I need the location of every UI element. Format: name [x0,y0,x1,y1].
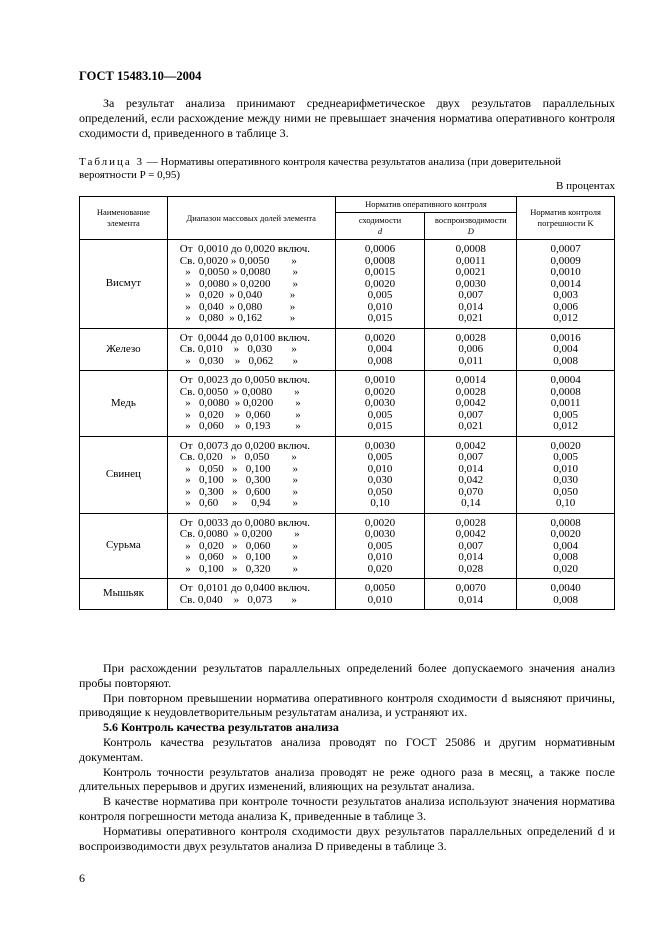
cell-line: 0,007 [458,289,484,301]
cell-line: » 0,020 » 0,040 » [179,289,296,301]
cell-line: 0,005 [367,408,393,421]
paragraph-causes: При повторном превышении норматива оперативного контроля сходимости d выясняют причины, приводящие к неудовлетворительным результатам анализа, и устраняют их. [79,690,615,720]
cell-line: 0,010 [367,593,393,606]
cell-line: 0,0020 [550,528,581,540]
cell-line: » 0,0080 » 0,0200 » [179,277,299,290]
cell-line: 0,012 [553,420,578,432]
error-norm-cell [517,579,615,610]
range-cell [167,436,335,513]
table-row [80,513,615,579]
table-row-group [80,579,615,610]
error-norm-cell [517,513,615,579]
cell-line: 0,050 [553,485,578,498]
cell-line: 0,010 [553,462,578,475]
cell-line: 0,0042 [455,528,486,540]
cell-line: 0,0028 [455,385,486,398]
cell-line: От 0,0010 до 0,0020 включ. [179,243,311,255]
cell-line: 0,015 [367,312,393,324]
table-caption-label: Таблица 3 [79,156,145,168]
cell-line: » 0,060 » 0,193 » [179,420,301,432]
cell-line: 0,0030 [364,439,396,452]
cell-line: 0,0004 [550,374,581,386]
cell-line: » 0,60 » 0,94 » [179,497,299,509]
header-element: Наименование элемента [80,197,168,240]
cell-line: 0,0030 [364,397,396,409]
cell-line: 0,0030 [455,277,486,290]
element-cell: Медь [80,371,168,437]
header-reproducibility: воспроизводимости D [425,213,517,240]
cell-line: » 0,080 » 0,162 » [179,312,296,324]
paragraph-repeat: При расхождении результатов параллельных определений более допускаемого значения анализ пробы повторяют. [79,661,615,690]
cell-line: 0,012 [553,312,578,324]
cell-line: 0,030 [553,474,578,486]
cell-line: 0,0006 [364,243,396,255]
element-cell: Сурьма [80,513,168,579]
cell-line: 0,004 [367,343,393,355]
table-row [80,328,615,371]
table-row [80,371,615,437]
cell-line: 0,0011 [550,397,581,409]
cell-line: 0,0014 [455,374,486,386]
table-row-group [80,436,615,513]
cell-line: 0,010 [367,300,393,313]
cell-line: 0,10 [556,497,576,509]
reproducibility-cell [425,240,517,329]
cell-line: » 0,020 » 0,060 » [179,408,301,421]
cell-line: 0,005 [553,408,578,421]
after-text [79,661,615,853]
cell-line: 0,0028 [455,516,486,529]
cell-line: 0,10 [370,497,390,509]
cell-line: » 0,020 » 0,060 » [179,539,299,552]
table-row [80,240,615,329]
cell-line: » 0,050 » 0,100 » [179,462,299,475]
cell-line: » 0,100 » 0,300 » [179,474,299,486]
cell-line: 0,0020 [364,331,396,344]
table-row-group [80,328,615,371]
cell-line: 0,010 [367,462,393,475]
document-header: ГОСТ 15483.10—2004 [79,69,202,83]
convergence-cell [335,513,425,579]
cell-line: 0,0028 [455,331,486,344]
element-cell: Висмут [80,240,168,329]
cell-line: 0,0015 [364,266,396,278]
error-norm-cell [517,240,615,329]
cell-line: 0,020 [367,562,393,575]
cell-line: 0,0021 [455,266,486,278]
reproducibility-cell [425,513,517,579]
table-caption-text: — Нормативы оперативного контроля качества результатов анализа (при доверительной вероятности P = 0,95) [79,156,562,181]
paragraph-quality: Контроль качества результатов анализа проводят по ГОСТ 25086 и другим нормативным документам. [79,734,615,764]
cell-line: 0,0070 [455,582,486,594]
table-row-group [80,240,615,329]
element-cell: Свинец [80,436,168,513]
cell-line: 0,005 [367,539,393,552]
error-norm-cell [517,328,615,371]
cell-line: 0,008 [553,593,578,606]
cell-line: 0,0008 [550,516,581,529]
cell-line: 0,008 [367,354,393,367]
cell-line: 0,0020 [364,516,396,529]
cell-line: 0,0008 [550,385,581,398]
cell-line: Св. 0,020 » 0,050 » [179,451,297,463]
cell-line: 0,0010 [364,374,396,386]
cell-line: » 0,0050 » 0,0080 » [179,266,299,278]
range-cell [167,371,335,437]
cell-line: 0,005 [367,289,393,301]
units-label: В процентах [556,180,615,192]
norms-table [79,196,615,610]
cell-line: 0,0040 [550,582,581,594]
cell-line: 0,0008 [364,254,396,267]
header-error-norm: Норматив контроля погрешности K [517,197,615,240]
cell-line: 0,015 [367,420,393,432]
cell-line: 0,007 [458,539,484,552]
error-norm-cell [517,436,615,513]
cell-line: 0,0010 [550,266,581,278]
reproducibility-cell [425,436,517,513]
convergence-cell [335,579,425,610]
cell-line: 0,014 [458,300,484,313]
cell-line: 0,008 [553,354,578,367]
convergence-cell [335,371,425,437]
cell-line: 0,0011 [455,254,486,267]
table-caption [79,156,615,182]
table-head [80,197,615,240]
cell-line: 0,021 [458,312,484,324]
error-norm-cell [517,371,615,437]
header-operative: Норматив оперативного контроля [335,197,517,213]
intro-text: За результат анализа принимают среднеарифметическое двух результатов параллельных определений, если расхождение между ними не превышает значения норматива оперативного контроля сходимости d, приведенного в таблице 3. [79,96,615,140]
cell-line: 0,008 [553,551,578,563]
element-cell: Мышьяк [80,579,168,610]
cell-line: » 0,0080 » 0,0200 » [179,397,301,409]
cell-line: 0,014 [458,551,484,563]
cell-line: 0,0020 [364,385,396,398]
cell-line: 0,0007 [550,243,581,255]
cell-line: 0,0042 [455,439,486,452]
cell-line: » 0,060 » 0,100 » [179,551,299,563]
cell-line: Св. 0,0050 » 0,0080 » [179,385,300,398]
table-row-group [80,371,615,437]
header-range: Диапазон массовых долей элемента [167,197,335,240]
cell-line: 0,0020 [364,277,396,290]
cell-line: 0,050 [367,485,393,498]
cell-line: От 0,0073 до 0,0200 включ. [179,439,311,452]
range-cell [167,240,335,329]
cell-line: » 0,300 » 0,600 » [179,485,299,498]
cell-line: От 0,0101 до 0,0400 включ. [179,582,311,594]
table-row-group [80,513,615,579]
cell-line: 0,021 [458,420,484,432]
cell-line: 0,028 [458,562,484,575]
cell-line: 0,004 [553,343,578,355]
paragraph-accuracy: Контроль точности результатов анализа проводят не реже одного раза в месяц, а также после длительных перерывов и других изменений, влияющих на результат анализа. [79,764,615,794]
cell-line: 0,0030 [364,528,396,540]
cell-line: 0,005 [553,451,578,463]
cell-line: Св. 0,010 » 0,030 » [179,343,297,355]
cell-line: От 0,0023 до 0,0050 включ. [179,374,311,386]
cell-line: 0,0008 [455,243,486,255]
section-title: 5.6 Контроль качества результатов анализа [103,720,339,735]
cell-line: 0,0020 [550,439,581,452]
cell-line: 0,006 [553,300,578,313]
cell-line: 0,014 [458,462,484,475]
intro-paragraph [79,96,615,140]
convergence-cell [335,240,425,329]
cell-line: 0,020 [553,562,578,575]
cell-line: » 0,100 » 0,320 » [179,562,299,575]
cell-line: 0,014 [458,593,484,606]
cell-line: 0,005 [367,451,393,463]
cell-line: От 0,0033 до 0,0080 включ. [179,516,311,529]
cell-line: 0,0014 [550,277,581,290]
cell-line: 0,14 [461,497,481,509]
cell-line: 0,0016 [550,331,581,344]
paragraph-norm: В качестве норматива при контроле точности результатов анализа используют значения норматива контроля погрешности метода анализа K, приведенные в таблице 3. [79,794,615,823]
cell-line: 0,0009 [550,254,581,267]
cell-line: 0,003 [553,289,578,301]
cell-line: 0,006 [458,343,484,355]
cell-line: 0,011 [458,354,483,367]
cell-line: » 0,040 » 0,080 » [179,300,296,313]
reproducibility-cell [425,579,517,610]
element-cell: Железо [80,328,168,371]
cell-line: Св. 0,0020 » 0,0050 » [179,254,297,267]
reproducibility-cell [425,371,517,437]
paragraph-normatives: Нормативы оперативного контроля сходимости двух результатов параллельных определений d и воспроизводимости двух результатов анализа D приведены в таблице 3. [79,823,615,853]
header-convergence: сходимости d [335,213,425,240]
cell-line: От 0,0044 до 0,0100 включ. [179,331,311,344]
cell-line: 0,004 [553,539,578,552]
cell-line: 0,007 [458,451,484,463]
cell-line: 0,0042 [455,397,486,409]
cell-line: 0,0050 [364,582,396,594]
cell-line: 0,042 [458,474,484,486]
convergence-cell [335,328,425,371]
cell-line: 0,010 [367,551,393,563]
cell-line: » 0,030 » 0,062 » [179,354,299,367]
reproducibility-cell [425,328,517,371]
cell-line: Св. 0,0080 » 0,0200 » [179,528,300,540]
cell-line: 0,070 [458,485,484,498]
range-cell [167,579,335,610]
convergence-cell [335,436,425,513]
cell-line: 0,007 [458,408,484,421]
cell-line: Св. 0,040 » 0,073 » [179,593,297,606]
range-cell [167,328,335,371]
page-number: 6 [79,871,85,885]
table-row [80,579,615,610]
range-cell [167,513,335,579]
cell-line: 0,030 [367,474,393,486]
table-row [80,436,615,513]
